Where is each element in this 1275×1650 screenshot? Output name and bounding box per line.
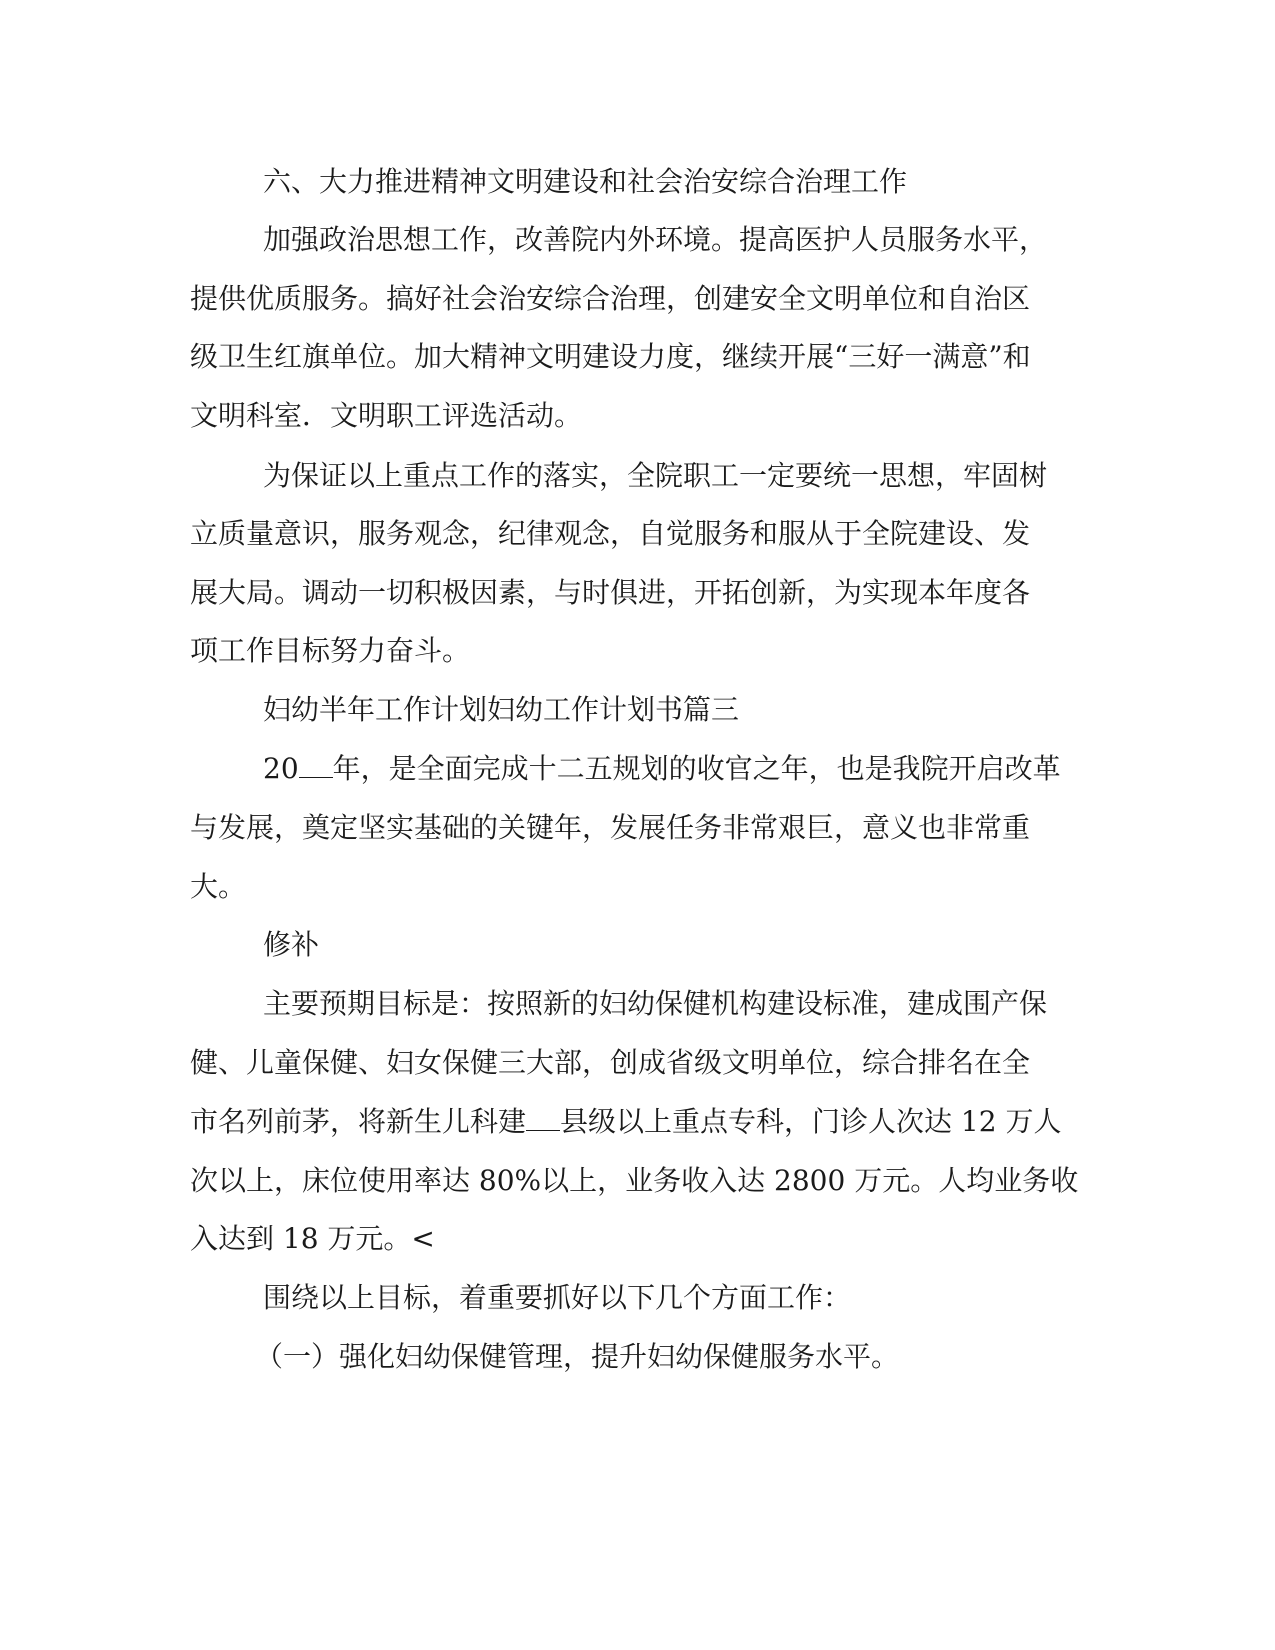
paragraph-line: 级卫生红旗单位。加大精神文明建设力度，继续开展“三好一满意”和 [190,340,1031,373]
paragraph-line: 文明科室．文明职工评选活动。 [190,399,583,432]
section-subheading: （一）强化妇幼保健管理，提升妇幼保健服务水平。 [255,1340,900,1373]
paragraph-line [190,1106,1061,1138]
paragraph-line: 入达到 18 万元。< [190,1222,435,1255]
paragraph-line-text: 县级以上重点专科，门诊人次达 12 万人 [560,1105,1062,1138]
paragraph-line: 围绕以上目标，着重要抓好以下几个方面工作： [263,1281,852,1314]
paragraph-line: 展大局。调动一切积极因素，与时俱进，开拓创新，为实现本年度各 [190,576,1031,609]
paragraph-line-text: 年，是全面完成十二五规划的收官之年，也是我院开启改革 [332,752,1061,785]
paragraph-line [263,753,1061,785]
fill-in-blank [526,1108,560,1131]
paragraph-line: 加强政治思想工作，改善院内外环境。提高医护人员服务水平， [263,223,1048,256]
paragraph-line: 主要预期目标是：按照新的妇幼保健机构建设标准，建成围产保 [263,987,1048,1020]
article-subtitle: 妇幼半年工作计划妇幼工作计划书篇三 [263,693,740,726]
paragraph-line: 大。 [190,870,247,903]
paragraph-line: 修补 [263,928,320,961]
section-heading: 六、大力推进精神文明建设和社会治安综合治理工作 [263,165,908,198]
paragraph-line: 次以上，床位使用率达 80%以上，业务收入达 2800 万元。人均业务收 [190,1164,1079,1197]
year-prefix: 20 [263,752,299,785]
paragraph-line: 与发展，奠定坚实基础的关键年，发展任务非常艰巨，意义也非常重 [190,811,1031,844]
fill-in-blank [299,755,333,778]
paragraph-line-text: 市名列前茅，将新生儿科建 [190,1105,527,1138]
paragraph-line: 项工作目标努力奋斗。 [190,634,471,667]
paragraph-line: 提供优质服务。搞好社会治安综合治理，创建安全文明单位和自治区 [190,282,1031,315]
paragraph-line: 健、儿童保健、妇女保健三大部，创成省级文明单位，综合排名在全 [190,1046,1031,1079]
paragraph-line: 为保证以上重点工作的落实，全院职工一定要统一思想，牢固树 [263,459,1048,492]
paragraph-line: 立质量意识，服务观念，纪律观念，自觉服务和服从于全院建设、发 [190,517,1031,550]
